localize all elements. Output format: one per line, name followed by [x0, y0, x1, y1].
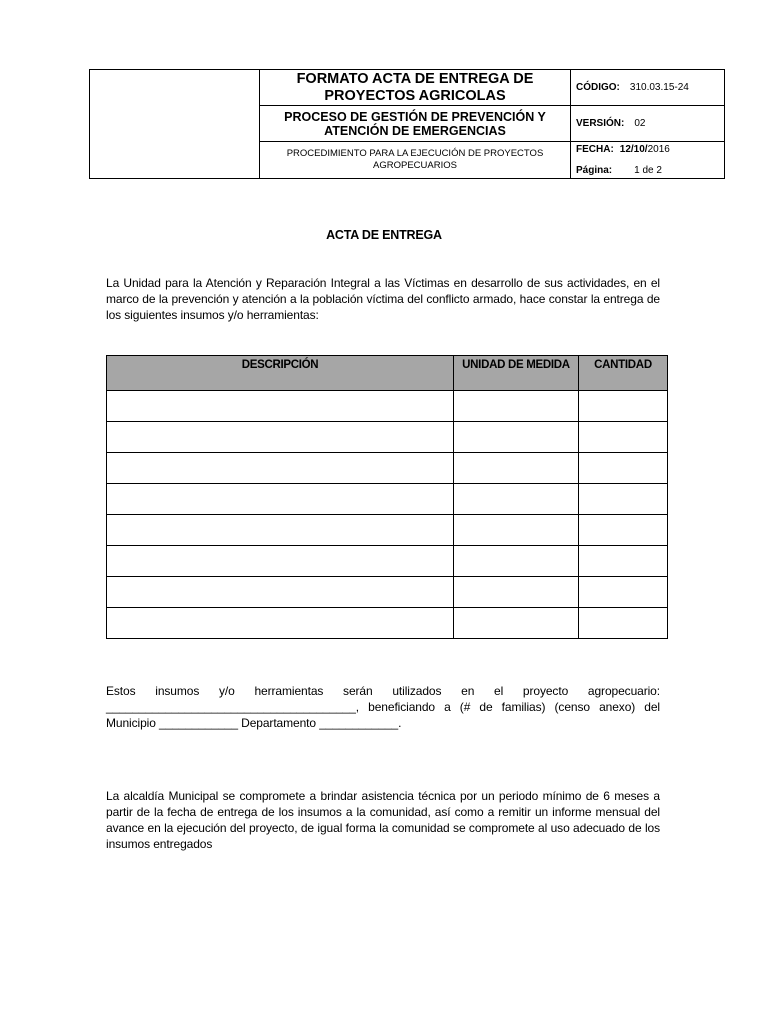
- table-row: [107, 453, 668, 484]
- descripcion-cell: [107, 453, 454, 484]
- usage-paragraph: Estos insumos y/o herramientas serán utilizados en el proyecto agropecuario: ______________________________________, beneficiando a (# de familias) (censo anexo) del Municipio ____________ Departamento ____________.: [106, 684, 660, 730]
- table-row: [107, 391, 668, 422]
- intro-paragraph: La Unidad para la Atención y Reparación Integral a las Víctimas en desarrollo de sus actividades, en el marco de la prevención y atención a la población víctima del conflicto armado, hace constar la entrega de los siguientes insumos y/o herramientas:: [106, 276, 660, 322]
- logo-cell: [90, 70, 260, 179]
- unidad-cell: [454, 577, 579, 608]
- cantidad-cell: [579, 515, 668, 546]
- column-header-descripcion: DESCRIPCIÓN: [107, 356, 454, 391]
- codigo-label: CÓDIGO:: [576, 82, 620, 93]
- descripcion-cell: [107, 546, 454, 577]
- fecha-pagina-cell: [571, 142, 725, 179]
- procedure-line1: PROCEDIMIENTO PARA LA EJECUCIÓN DE PROYECTOS: [286, 148, 544, 159]
- unidad-cell: [454, 515, 579, 546]
- header-table: [89, 69, 725, 179]
- descripcion-cell: [107, 391, 454, 422]
- items-table: [106, 355, 668, 639]
- items-table-body: [107, 391, 668, 639]
- descripcion-cell: [107, 484, 454, 515]
- document-title: ACTA DE ENTREGA: [326, 228, 442, 242]
- descripcion-cell: [107, 515, 454, 546]
- cantidad-cell: [579, 484, 668, 515]
- unidad-cell: [454, 422, 579, 453]
- fecha-label: FECHA:: [576, 144, 614, 155]
- procedure-line2: AGROPECUARIOS: [373, 160, 457, 171]
- version-value: 02: [634, 118, 646, 129]
- version-label: VERSIÓN:: [576, 118, 625, 129]
- descripcion-cell: [107, 577, 454, 608]
- commitment-paragraph: La alcaldía Municipal se compromete a brindar asistencia técnica por un periodo mínimo de 6 meses a partir de la fecha de entrega de los insumos a la comunidad, así como a remitir un informe mensual del avance en la ejecución del proyecto, de igual forma la comunidad se compromete al uso adecuado de los insumos entregados: [106, 789, 660, 851]
- format-title-line2: PROYECTOS AGRICOLAS: [324, 87, 506, 104]
- table-row: [107, 422, 668, 453]
- table-row: [107, 546, 668, 577]
- unidad-cell: [454, 608, 579, 639]
- fecha-value-bold: 12/10/: [619, 144, 648, 155]
- cantidad-cell: [579, 453, 668, 484]
- items-header-row: [107, 356, 668, 391]
- cantidad-cell: [579, 608, 668, 639]
- format-title-cell: [260, 70, 571, 106]
- format-title-line1: FORMATO ACTA DE ENTREGA DE: [296, 70, 534, 87]
- unidad-cell: [454, 453, 579, 484]
- descripcion-cell: [107, 608, 454, 639]
- codigo-value: 310.03.15-24: [629, 82, 689, 93]
- process-title-line1: PROCESO DE GESTIÓN DE PREVENCIÓN Y: [284, 109, 546, 124]
- table-row: [107, 577, 668, 608]
- process-title-line2: ATENCIÓN DE EMERGENCIAS: [324, 123, 506, 138]
- cantidad-cell: [579, 577, 668, 608]
- column-header-cantidad: CANTIDAD: [579, 356, 668, 391]
- codigo-cell: [571, 70, 725, 106]
- unidad-cell: [454, 484, 579, 515]
- table-row: [107, 515, 668, 546]
- cantidad-cell: [579, 546, 668, 577]
- procedure-cell: [260, 142, 571, 179]
- pagina-value: 1 de 2: [634, 165, 662, 176]
- fecha-value-year: 2016: [647, 144, 670, 155]
- version-cell: [571, 106, 725, 142]
- descripcion-cell: [107, 422, 454, 453]
- cantidad-cell: [579, 422, 668, 453]
- unidad-cell: [454, 546, 579, 577]
- pagina-label: Página:: [576, 165, 613, 176]
- table-row: [107, 484, 668, 515]
- unidad-cell: [454, 391, 579, 422]
- column-header-unidad: UNIDAD DE MEDIDA: [454, 356, 579, 391]
- table-row: [107, 608, 668, 639]
- cantidad-cell: [579, 391, 668, 422]
- process-title-cell: [260, 106, 571, 142]
